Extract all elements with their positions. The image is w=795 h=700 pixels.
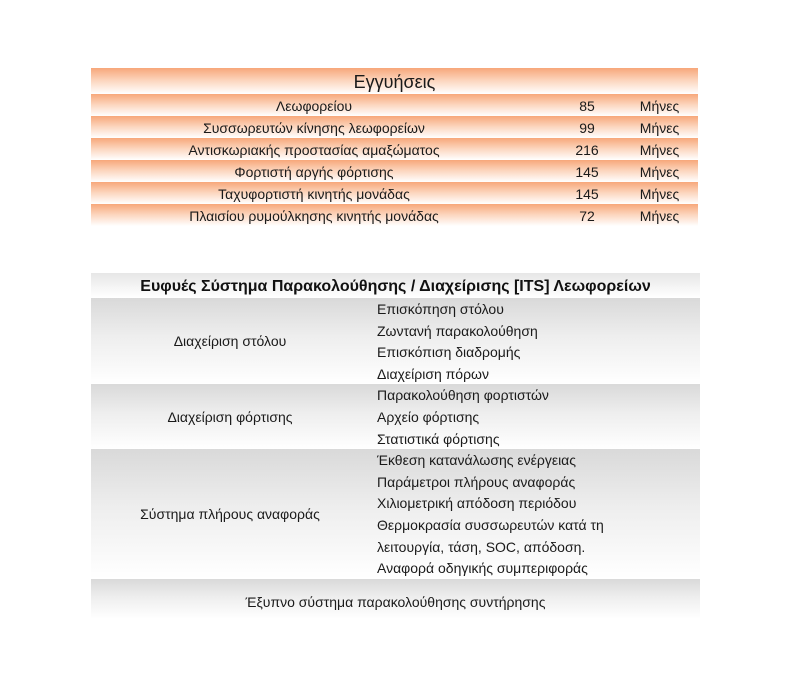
its-group-item: Διαχείριση πόρων (377, 365, 489, 382)
its-group-label: Διαχείριση φόρτισης (167, 408, 293, 425)
warranty-row-unit: Μήνες (639, 186, 680, 202)
its-group-item: Στατιστικά φόρτισης (377, 430, 500, 447)
its-group-item: Παρακολούθηση φορτιστών (377, 387, 549, 404)
its-group-items (369, 449, 700, 579)
its-group-item: Χιλιομετρική απόδοση περιόδου (377, 495, 577, 512)
its-group-label: Σύστημα πλήρους αναφοράς (140, 505, 320, 522)
warranty-row-value: 145 (575, 164, 599, 180)
warranty-row-label: Αντισκωριακής προστασίας αμαξώματος (188, 142, 440, 158)
its-group-items (369, 298, 700, 384)
its-group-items (369, 384, 700, 449)
its-table (91, 273, 700, 619)
warranty-row-label: Πλαισίου ρυμούλκησης κινητής μονάδας (189, 208, 439, 224)
its-footer-row: Έξυπνο σύστημα παρακολούθησης συντήρησης (91, 579, 700, 619)
warranty-row-value: 145 (575, 186, 599, 202)
warranty-row-unit: Μήνες (639, 208, 680, 224)
its-group-item: λειτουργία, τάση, SOC, απόδοση. (377, 538, 586, 555)
its-group-item: Παράμετροι πλήρους αναφοράς (377, 473, 576, 490)
warranty-row (91, 138, 698, 160)
its-group-item: Επισκόπηση στόλου (377, 301, 504, 317)
warranty-row-label: Φορτιστή αργής φόρτισης (234, 164, 394, 180)
warranty-row-unit: Μήνες (639, 120, 680, 136)
its-group (91, 449, 700, 579)
its-group (91, 384, 700, 449)
warranty-row-unit: Μήνες (639, 164, 680, 180)
its-group-item: Αρχείο φόρτισης (377, 408, 480, 425)
its-group-item: Επισκόπιση διαδρομής (377, 344, 521, 361)
its-group-item: Θερμοκρασία συσσωρευτών κατά τη (377, 516, 604, 533)
warranty-title: Εγγυήσεις (91, 68, 698, 94)
its-group-item: Έκθεση κατανάλωσης ενέργειας (377, 452, 577, 469)
warranty-row (91, 116, 698, 138)
its-group-item: Αναφορά οδηγικής συμπεριφοράς (377, 560, 588, 577)
warranty-row-label: Λεωφορείου (275, 98, 353, 114)
warranty-row (91, 204, 698, 226)
warranty-row-label: Συσσωρευτών κίνησης λεωφορείων (203, 120, 425, 136)
warranty-table (91, 68, 698, 226)
warranty-row (91, 160, 698, 182)
warranty-row-value: 216 (575, 142, 599, 158)
warranty-row-value: 85 (579, 98, 595, 114)
warranty-row (91, 182, 698, 204)
warranty-row-label: Ταχυφορτιστή κινητής μονάδας (218, 186, 410, 202)
its-group-label: Διαχείριση στόλου (173, 333, 287, 350)
warranty-row-unit: Μήνες (639, 98, 680, 114)
its-title: Ευφυές Σύστημα Παρακολούθησης / Διαχείρισης [ITS] Λεωφορείων (91, 273, 700, 298)
its-group (91, 298, 700, 384)
its-group-item: Ζωντανή παρακολούθηση (377, 322, 538, 339)
warranty-row-unit: Μήνες (639, 142, 680, 158)
warranty-row-value: 99 (579, 120, 595, 136)
warranty-row (91, 94, 698, 116)
warranty-row-value: 72 (579, 208, 595, 224)
